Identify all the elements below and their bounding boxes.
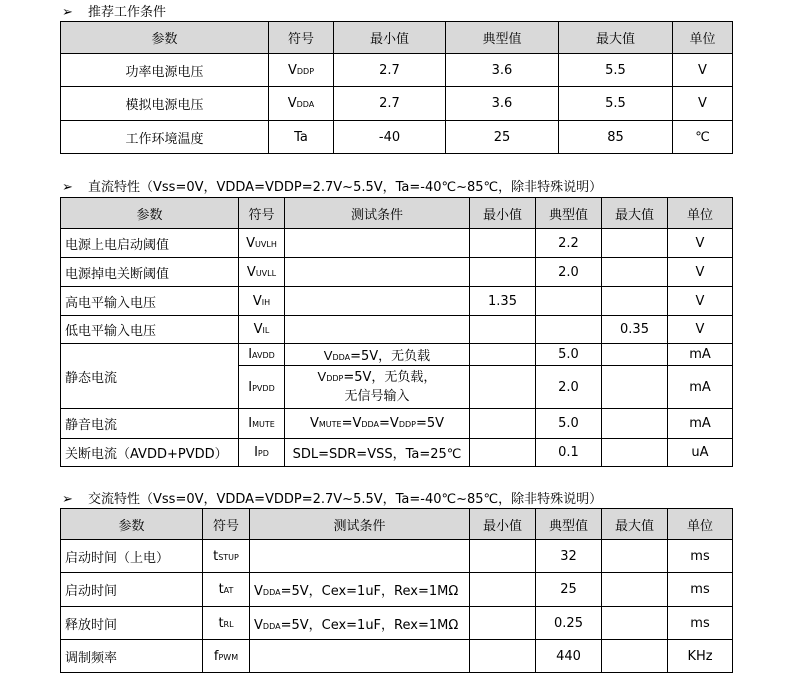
param-cell: 启动时间: [61, 573, 203, 607]
unit-cell: uA: [668, 439, 733, 467]
header-cell: 符号: [269, 22, 334, 54]
symbol-cell: IPVDD: [239, 366, 285, 409]
condition-cell: VDDA=5V，Cex=1uF，Rex=1MΩ: [250, 607, 470, 640]
symbol-cell: IMUTE: [239, 409, 285, 439]
table-row: [61, 409, 733, 439]
bullet-arrow-icon: ➢: [62, 180, 73, 195]
unit-cell: KHz: [668, 640, 733, 673]
max-cell: 0.35: [602, 316, 668, 344]
typ-cell: [536, 316, 602, 344]
section-title-dc: [62, 176, 602, 195]
unit-cell: V: [668, 258, 733, 287]
max-cell: [602, 344, 668, 366]
unit-cell: V: [673, 54, 733, 87]
header-cell: 参数: [61, 22, 269, 54]
unit-cell: V: [668, 287, 733, 316]
typ-cell: 25: [446, 121, 559, 154]
max-cell: [602, 439, 668, 467]
max-cell: [602, 229, 668, 258]
table-row: [61, 640, 733, 673]
min-cell: 2.7: [334, 54, 446, 87]
typ-cell: 0.1: [536, 439, 602, 467]
condition-cell: [285, 287, 470, 316]
symbol-cell: VIL: [239, 316, 285, 344]
max-cell: [602, 540, 668, 573]
condition-cell: VMUTE=VDDA=VDDP=5V: [285, 409, 470, 439]
typ-cell: 25: [536, 573, 602, 607]
header-cell: 典型值: [536, 509, 602, 540]
max-cell: [602, 366, 668, 409]
param-cell: 调制频率: [61, 640, 203, 673]
table-header-row: [61, 198, 733, 229]
symbol-cell: VDDP: [269, 54, 334, 87]
typ-cell: 2.0: [536, 258, 602, 287]
header-cell: 典型值: [446, 22, 559, 54]
section-title-ac: [62, 488, 602, 507]
min-cell: [470, 258, 536, 287]
min-cell: [470, 344, 536, 366]
condition-cell: SDL=SDR=VSS，Ta=25℃: [285, 439, 470, 467]
header-cell: 最小值: [470, 509, 536, 540]
symbol-cell: IAVDD: [239, 344, 285, 366]
table-header-row: [61, 509, 733, 540]
typ-cell: 5.0: [536, 344, 602, 366]
symbol-cell: VIH: [239, 287, 285, 316]
symbol-cell: VDDA: [269, 87, 334, 121]
table-row: [61, 540, 733, 573]
section-title-recommended: [62, 1, 166, 20]
typ-cell: 440: [536, 640, 602, 673]
typ-cell: 2.0: [536, 366, 602, 409]
condition-cell: VDDP=5V，无负载， 无信号输入: [285, 366, 470, 409]
unit-cell: V: [668, 316, 733, 344]
condition-cell: [285, 316, 470, 344]
table-header-row: [61, 22, 733, 54]
header-cell: 最大值: [559, 22, 673, 54]
max-cell: [602, 409, 668, 439]
header-cell: 测试条件: [285, 198, 470, 229]
param-cell: 电源上电启动阈值: [61, 229, 239, 258]
header-cell: 单位: [668, 198, 733, 229]
table-row: [61, 573, 733, 607]
bullet-arrow-icon: ➢: [62, 5, 73, 20]
typ-cell: 32: [536, 540, 602, 573]
table-row: [61, 87, 733, 121]
symbol-cell: tRL: [203, 607, 250, 640]
header-cell: 单位: [673, 22, 733, 54]
param-cell: 高电平输入电压: [61, 287, 239, 316]
condition-cell: [250, 640, 470, 673]
table-row: [61, 607, 733, 640]
section-title-text: 交流特性（Vss=0V，VDDA=VDDP=2.7V~5.5V，Ta=-40℃~85℃，除非特殊说明）: [88, 492, 603, 507]
symbol-cell: tSTUP: [203, 540, 250, 573]
header-cell: 最大值: [602, 509, 668, 540]
param-cell: 关断电流（AVDD+PVDD）: [61, 439, 239, 467]
max-cell: 5.5: [559, 87, 673, 121]
unit-cell: V: [668, 229, 733, 258]
ac-characteristics-table: [60, 508, 733, 673]
max-cell: [602, 258, 668, 287]
unit-cell: ms: [668, 607, 733, 640]
min-cell: -40: [334, 121, 446, 154]
min-cell: [470, 229, 536, 258]
condition-cell: [250, 540, 470, 573]
dc-characteristics-table: [60, 197, 733, 467]
table-row: [61, 54, 733, 87]
param-cell: 模拟电源电压: [61, 87, 269, 121]
header-cell: 最大值: [602, 198, 668, 229]
param-cell: 低电平输入电压: [61, 316, 239, 344]
max-cell: [602, 287, 668, 316]
typ-cell: [536, 287, 602, 316]
symbol-cell: IPD: [239, 439, 285, 467]
param-cell: 静音电流: [61, 409, 239, 439]
bullet-arrow-icon: ➢: [62, 492, 73, 507]
header-cell: 最小值: [470, 198, 536, 229]
max-cell: [602, 573, 668, 607]
min-cell: [470, 540, 536, 573]
condition-cell: [285, 229, 470, 258]
param-cell: 工作环境温度: [61, 121, 269, 154]
unit-cell: mA: [668, 366, 733, 409]
header-cell: 典型值: [536, 198, 602, 229]
condition-cell: VDDA=5V，无负载: [285, 344, 470, 366]
max-cell: 5.5: [559, 54, 673, 87]
min-cell: 2.7: [334, 87, 446, 121]
table-row: [61, 229, 733, 258]
table-row: [61, 287, 733, 316]
typ-cell: 0.25: [536, 607, 602, 640]
param-cell: 启动时间（上电）: [61, 540, 203, 573]
typ-cell: 5.0: [536, 409, 602, 439]
section-title-text: 直流特性（Vss=0V，VDDA=VDDP=2.7V~5.5V，Ta=-40℃~85℃，除非特殊说明）: [88, 180, 603, 195]
typ-cell: 3.6: [446, 54, 559, 87]
min-cell: 1.35: [470, 287, 536, 316]
header-cell: 单位: [668, 509, 733, 540]
min-cell: [470, 573, 536, 607]
min-cell: [470, 409, 536, 439]
header-cell: 参数: [61, 509, 203, 540]
table-row: [61, 316, 733, 344]
unit-cell: ms: [668, 573, 733, 607]
typ-cell: 2.2: [536, 229, 602, 258]
param-cell: 功率电源电压: [61, 54, 269, 87]
param-cell: 电源掉电关断阈值: [61, 258, 239, 287]
min-cell: [470, 607, 536, 640]
table-row: [61, 258, 733, 287]
unit-cell: ℃: [673, 121, 733, 154]
max-cell: [602, 640, 668, 673]
symbol-cell: fPWM: [203, 640, 250, 673]
param-cell: 静态电流: [61, 344, 239, 409]
header-cell: 测试条件: [250, 509, 470, 540]
condition-cell: [285, 258, 470, 287]
min-cell: [470, 316, 536, 344]
header-cell: 符号: [239, 198, 285, 229]
header-cell: 符号: [203, 509, 250, 540]
min-cell: [470, 439, 536, 467]
condition-cell: VDDA=5V，Cex=1uF，Rex=1MΩ: [250, 573, 470, 607]
min-cell: [470, 366, 536, 409]
symbol-cell: Ta: [269, 121, 334, 154]
typ-cell: 3.6: [446, 87, 559, 121]
unit-cell: ms: [668, 540, 733, 573]
recommended-conditions-table: [60, 21, 733, 154]
unit-cell: mA: [668, 344, 733, 366]
symbol-cell: VUVLH: [239, 229, 285, 258]
table-row: [61, 344, 733, 366]
table-row: [61, 121, 733, 154]
param-cell: 释放时间: [61, 607, 203, 640]
unit-cell: V: [673, 87, 733, 121]
max-cell: [602, 607, 668, 640]
header-cell: 参数: [61, 198, 239, 229]
max-cell: 85: [559, 121, 673, 154]
min-cell: [470, 640, 536, 673]
table-row: [61, 439, 733, 467]
section-title-text: 推荐工作条件: [88, 5, 167, 20]
symbol-cell: VUVLL: [239, 258, 285, 287]
unit-cell: mA: [668, 409, 733, 439]
symbol-cell: tAT: [203, 573, 250, 607]
header-cell: 最小值: [334, 22, 446, 54]
